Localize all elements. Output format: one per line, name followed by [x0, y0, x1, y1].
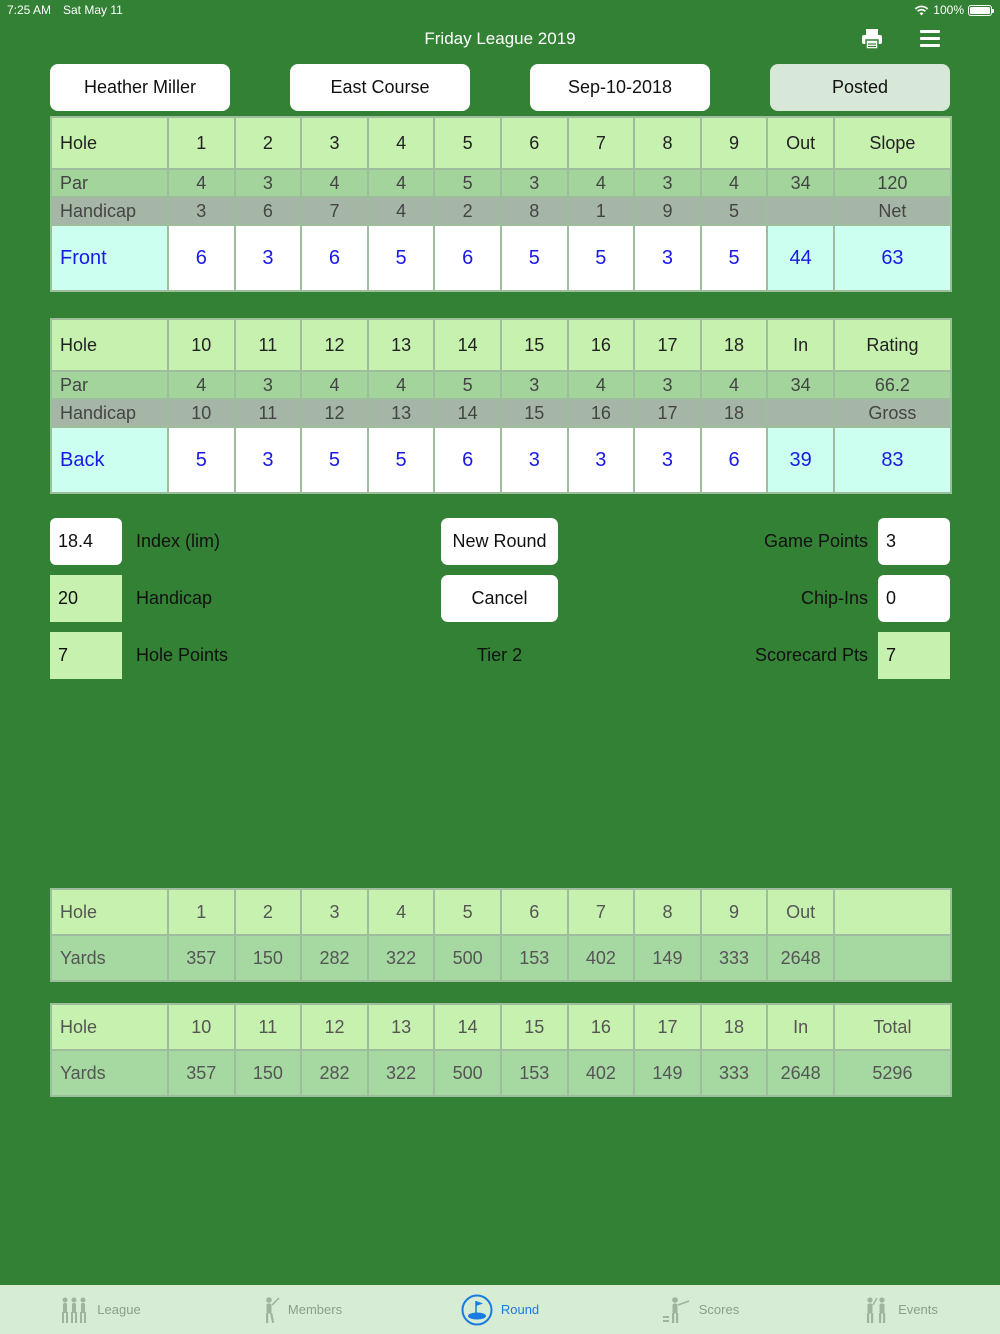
yards-row	[51, 935, 951, 981]
handicap-value: 4	[368, 197, 435, 225]
back-in-total: 39	[767, 427, 834, 493]
front-yardage-table	[50, 888, 952, 982]
score-cell[interactable]: 3	[501, 427, 568, 493]
yards-value: 149	[634, 935, 701, 981]
score-cell[interactable]: 3	[634, 225, 701, 291]
par-value: 4	[301, 371, 368, 399]
tab-events[interactable]	[800, 1285, 1000, 1334]
par-value: 5	[434, 169, 501, 197]
score-cell[interactable]: 6	[434, 427, 501, 493]
hole-label: Hole	[51, 889, 168, 935]
chipins-label: Chip-Ins	[800, 588, 868, 608]
handicap-value: 11	[235, 399, 302, 427]
rating-label: Rating	[834, 319, 951, 371]
par-label: Par	[51, 169, 168, 197]
yards-value: 282	[301, 1050, 368, 1096]
par-value: 4	[368, 371, 435, 399]
nav-title: Friday League 2019	[424, 29, 576, 48]
tab-scores[interactable]	[600, 1285, 800, 1334]
score-cell[interactable]: 3	[634, 427, 701, 493]
yards-value: 322	[368, 1050, 435, 1096]
score-cell[interactable]: 3	[235, 225, 302, 291]
hole-row	[51, 889, 951, 935]
hole-number: 7	[568, 889, 635, 935]
yards-value: 357	[168, 1050, 235, 1096]
hole-points-label: Hole Points	[136, 645, 229, 665]
battery-icon	[968, 5, 992, 16]
par-value: 4	[568, 169, 635, 197]
score-cell[interactable]: 5	[368, 225, 435, 291]
score-cell[interactable]: 5	[301, 427, 368, 493]
handicap-field-label: Handicap	[136, 588, 213, 608]
yards-value: 150	[235, 935, 302, 981]
par-value: 3	[634, 371, 701, 399]
front-nine-scorecard	[50, 116, 952, 292]
hole-number: 6	[501, 117, 568, 169]
handicap-value: 8	[501, 197, 568, 225]
new-round-button[interactable]: New Round	[441, 518, 558, 565]
scorecard-pts-field: 7	[878, 632, 950, 679]
par-value: 4	[701, 371, 768, 399]
handicap-label: Handicap	[51, 399, 168, 427]
hole-number: 15	[501, 1004, 568, 1050]
hole-points-field: 7	[50, 632, 122, 679]
handicap-in	[767, 399, 834, 427]
yards-in: 2648	[767, 1050, 834, 1096]
hole-number: 13	[368, 1004, 435, 1050]
tier-label: Tier 2	[476, 645, 523, 665]
yards-value: 153	[501, 935, 568, 981]
hole-number: 3	[301, 117, 368, 169]
yards-value: 357	[168, 935, 235, 981]
yards-value: 402	[568, 1050, 635, 1096]
tab-label: Events	[898, 1302, 938, 1317]
hole-number: 9	[701, 889, 768, 935]
par-value: 5	[434, 371, 501, 399]
out-label: Out	[767, 117, 834, 169]
rating-value: 66.2	[834, 371, 951, 399]
tab-label: Scores	[698, 1302, 740, 1317]
hole-number: 6	[501, 889, 568, 935]
par-value: 3	[235, 169, 302, 197]
handicap-value: 7	[301, 197, 368, 225]
slope-value: 120	[834, 169, 951, 197]
par-value: 4	[168, 169, 235, 197]
handicap-value: 18	[701, 399, 768, 427]
hole-number: 14	[434, 1004, 501, 1050]
score-cell[interactable]: 5	[501, 225, 568, 291]
yards-value: 150	[235, 1050, 302, 1096]
hole-number: 11	[235, 1004, 302, 1050]
tab-league[interactable]	[0, 1285, 200, 1334]
back-label: Back	[51, 427, 168, 493]
score-cell[interactable]: 6	[301, 225, 368, 291]
score-cell[interactable]: 5	[701, 225, 768, 291]
hole-number: 5	[434, 889, 501, 935]
par-row	[51, 169, 951, 197]
par-value: 3	[235, 371, 302, 399]
par-value: 3	[501, 169, 568, 197]
par-value: 3	[634, 169, 701, 197]
yards-label: Yards	[51, 935, 168, 981]
hole-number: 17	[634, 319, 701, 371]
score-cell[interactable]: 3	[235, 427, 302, 493]
course-button[interactable]: East Course	[290, 64, 470, 111]
wifi-icon	[914, 5, 929, 16]
handicap-value: 2	[434, 197, 501, 225]
golfers-group-icon	[59, 1296, 89, 1324]
flag-on-green-icon	[461, 1294, 493, 1326]
hole-number: 8	[634, 889, 701, 935]
hole-number: 9	[701, 117, 768, 169]
gross-label: Gross	[834, 399, 951, 427]
hole-number: 7	[568, 117, 635, 169]
back-score-row	[51, 427, 951, 493]
par-out: 34	[767, 169, 834, 197]
handicap-row	[51, 197, 951, 225]
slope-label: Slope	[834, 117, 951, 169]
hole-number: 11	[235, 319, 302, 371]
handicap-value: 13	[368, 399, 435, 427]
front-out-total: 44	[767, 225, 834, 291]
tab-round[interactable]	[400, 1285, 600, 1334]
net-label: Net	[834, 197, 951, 225]
hole-number: 13	[368, 319, 435, 371]
hole-number: 18	[701, 1004, 768, 1050]
tab-label: Round	[500, 1302, 540, 1317]
hole-label: Hole	[51, 117, 168, 169]
hole-number: 1	[168, 117, 235, 169]
hole-number: 10	[168, 319, 235, 371]
handicap-value: 10	[168, 399, 235, 427]
date-button[interactable]: Sep-10-2018	[530, 64, 710, 111]
tab-members[interactable]	[200, 1285, 400, 1334]
gross-score: 83	[834, 427, 951, 493]
par-value: 3	[501, 371, 568, 399]
handicap-value: 17	[634, 399, 701, 427]
score-cell[interactable]: 6	[701, 427, 768, 493]
yards-value: 322	[368, 935, 435, 981]
score-cell[interactable]: 6	[168, 225, 235, 291]
score-cell[interactable]: 3	[568, 427, 635, 493]
empty-cell	[834, 935, 951, 981]
score-cell[interactable]: 6	[434, 225, 501, 291]
battery-percent: 100%	[933, 3, 964, 17]
total-label: Total	[834, 1004, 951, 1050]
par-label: Par	[51, 371, 168, 399]
tab-bar	[0, 1285, 1000, 1334]
handicap-value: 3	[168, 197, 235, 225]
hole-number: 15	[501, 319, 568, 371]
hole-number: 16	[568, 1004, 635, 1050]
index-label: Index (lim)	[136, 531, 221, 551]
par-value: 4	[301, 169, 368, 197]
handicap-row	[51, 399, 951, 427]
hole-number: 10	[168, 1004, 235, 1050]
score-cell[interactable]: 5	[568, 225, 635, 291]
front-label: Front	[51, 225, 168, 291]
front-score-row	[51, 225, 951, 291]
hole-number: 14	[434, 319, 501, 371]
handicap-out	[767, 197, 834, 225]
back-yardage-table	[50, 1003, 952, 1097]
yards-value: 149	[634, 1050, 701, 1096]
score-cell[interactable]: 5	[368, 427, 435, 493]
status-bar	[0, 0, 1000, 22]
cancel-button[interactable]: Cancel	[441, 575, 558, 622]
handicap-value: 1	[568, 197, 635, 225]
in-label: In	[767, 1004, 834, 1050]
status-time: 7:25 AM	[7, 3, 52, 17]
player-button[interactable]: Heather Miller	[50, 64, 230, 111]
yards-label: Yards	[51, 1050, 168, 1096]
net-score: 63	[834, 225, 951, 291]
par-value: 4	[701, 169, 768, 197]
hole-number: 8	[634, 117, 701, 169]
empty-cell	[834, 889, 951, 935]
yards-value: 500	[434, 1050, 501, 1096]
golfers-pair-icon	[862, 1296, 890, 1324]
hole-row	[51, 1004, 951, 1050]
hole-number: 3	[301, 889, 368, 935]
hole-row	[51, 117, 951, 169]
hole-number: 2	[235, 117, 302, 169]
handicap-value: 12	[301, 399, 368, 427]
status-date: Sat May 11	[63, 3, 123, 17]
yards-value: 500	[434, 935, 501, 981]
par-value: 4	[168, 371, 235, 399]
status-right	[914, 3, 992, 17]
handicap-field: 20	[50, 575, 122, 622]
yards-total: 5296	[834, 1050, 951, 1096]
hole-label: Hole	[51, 319, 168, 371]
yards-value: 402	[568, 935, 635, 981]
hole-number: 4	[368, 117, 435, 169]
yards-value: 333	[701, 1050, 768, 1096]
par-value: 4	[368, 169, 435, 197]
handicap-value: 6	[235, 197, 302, 225]
par-value: 4	[568, 371, 635, 399]
tab-label: Members	[287, 1302, 343, 1317]
golfer-icon	[258, 1296, 280, 1324]
chipins-field[interactable]: 0	[878, 575, 950, 622]
print-icon[interactable]	[860, 28, 884, 50]
hole-number: 12	[301, 1004, 368, 1050]
game-points-field[interactable]: 3	[878, 518, 950, 565]
hole-number: 1	[168, 889, 235, 935]
game-points-label: Game Points	[763, 531, 868, 551]
hole-number: 4	[368, 889, 435, 935]
handicap-value: 15	[501, 399, 568, 427]
yards-value: 282	[301, 935, 368, 981]
score-cell[interactable]: 5	[168, 427, 235, 493]
hole-number: 12	[301, 319, 368, 371]
scorecard-pts-label: Scorecard Pts	[754, 645, 868, 665]
handicap-value: 5	[701, 197, 768, 225]
yards-value: 333	[701, 935, 768, 981]
posted-button[interactable]: Posted	[770, 64, 950, 111]
hole-number: 18	[701, 319, 768, 371]
handicap-value: 9	[634, 197, 701, 225]
hole-number: 16	[568, 319, 635, 371]
handicap-label: Handicap	[51, 197, 168, 225]
menu-icon[interactable]	[920, 30, 940, 48]
back-nine-scorecard	[50, 318, 952, 494]
yards-value: 153	[501, 1050, 568, 1096]
hole-number: 2	[235, 889, 302, 935]
hole-number: 5	[434, 117, 501, 169]
out-label: Out	[767, 889, 834, 935]
tab-label: League	[97, 1302, 141, 1317]
hole-label: Hole	[51, 1004, 168, 1050]
par-row	[51, 371, 951, 399]
yards-row	[51, 1050, 951, 1096]
yards-out: 2648	[767, 935, 834, 981]
golfer-scores-icon	[661, 1296, 691, 1324]
in-label: In	[767, 319, 834, 371]
index-field[interactable]: 18.4	[50, 518, 122, 565]
hole-row	[51, 319, 951, 371]
handicap-value: 16	[568, 399, 635, 427]
par-in: 34	[767, 371, 834, 399]
hole-number: 17	[634, 1004, 701, 1050]
handicap-value: 14	[434, 399, 501, 427]
